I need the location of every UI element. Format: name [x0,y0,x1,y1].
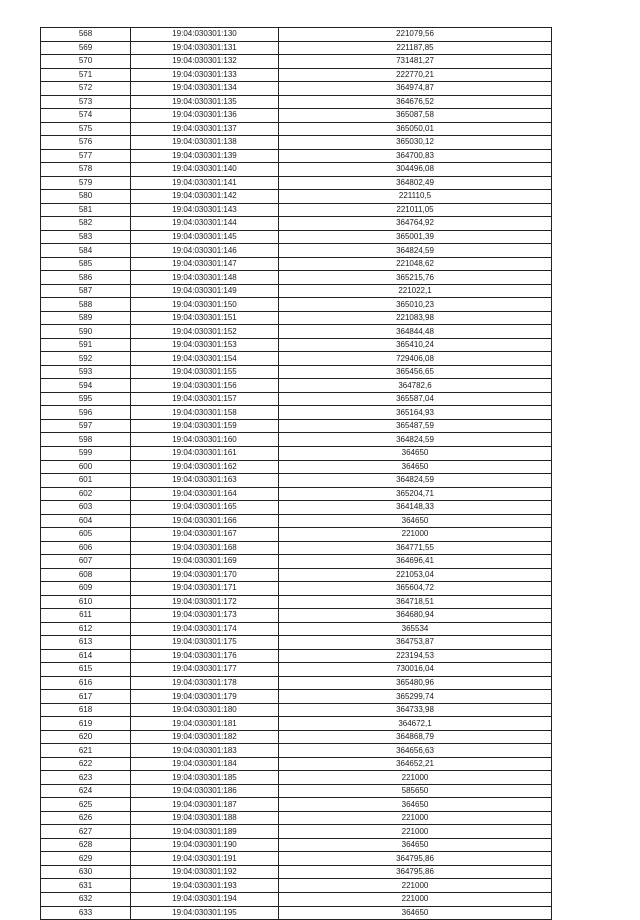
value-cell: 364700,83 [279,149,552,163]
value-cell: 365587,04 [279,392,552,406]
cadastral-number-cell: 19:04:030301:154 [131,352,279,366]
cadastral-number-cell: 19:04:030301:175 [131,636,279,650]
value-cell: 364974,87 [279,82,552,96]
value-cell: 365087,58 [279,109,552,123]
table-row [41,244,552,258]
value-cell: 365534 [279,622,552,636]
value-cell: 221000 [279,811,552,825]
row-number-cell: 580 [41,190,131,204]
cadastral-number-cell: 19:04:030301:169 [131,555,279,569]
row-number-cell: 595 [41,392,131,406]
cadastral-number-cell: 19:04:030301:152 [131,325,279,339]
value-cell: 365050,01 [279,122,552,136]
cadastral-number-cell: 19:04:030301:130 [131,28,279,42]
table-row [41,109,552,123]
cadastral-number-cell: 19:04:030301:168 [131,541,279,555]
table-row [41,338,552,352]
cadastral-number-cell: 19:04:030301:140 [131,163,279,177]
row-number-cell: 597 [41,419,131,433]
table-row [41,811,552,825]
value-cell: 364148,33 [279,501,552,515]
row-number-cell: 572 [41,82,131,96]
table-body [41,28,552,920]
cadastral-number-cell: 19:04:030301:150 [131,298,279,312]
table-row [41,298,552,312]
row-number-cell: 625 [41,798,131,812]
table-row [41,365,552,379]
table-row [41,501,552,515]
table-row [41,284,552,298]
row-number-cell: 603 [41,501,131,515]
cadastral-number-cell: 19:04:030301:163 [131,474,279,488]
cadastral-number-cell: 19:04:030301:151 [131,311,279,325]
cadastral-number-cell: 19:04:030301:172 [131,595,279,609]
row-number-cell: 623 [41,771,131,785]
value-cell: 364824,59 [279,244,552,258]
cadastral-number-cell: 19:04:030301:156 [131,379,279,393]
cadastral-number-cell: 19:04:030301:194 [131,893,279,907]
cadastral-number-cell: 19:04:030301:161 [131,446,279,460]
value-cell: 221000 [279,771,552,785]
row-number-cell: 604 [41,514,131,528]
cadastral-number-cell: 19:04:030301:195 [131,906,279,920]
value-cell: 223194,53 [279,649,552,663]
row-number-cell: 579 [41,176,131,190]
row-number-cell: 628 [41,838,131,852]
value-cell: 365456,65 [279,365,552,379]
cadastral-number-cell: 19:04:030301:162 [131,460,279,474]
table-row [41,68,552,82]
cadastral-number-cell: 19:04:030301:160 [131,433,279,447]
table-row [41,230,552,244]
table-row [41,676,552,690]
row-number-cell: 609 [41,582,131,596]
row-number-cell: 633 [41,906,131,920]
value-cell: 304496,08 [279,163,552,177]
value-cell: 364824,59 [279,474,552,488]
row-number-cell: 599 [41,446,131,460]
value-cell: 364650 [279,906,552,920]
value-cell: 364824,59 [279,433,552,447]
table-row [41,95,552,109]
value-cell: 221110,5 [279,190,552,204]
row-number-cell: 578 [41,163,131,177]
row-number-cell: 621 [41,744,131,758]
cadastral-number-cell: 19:04:030301:178 [131,676,279,690]
table-row [41,838,552,852]
table-row [41,555,552,569]
cadastral-number-cell: 19:04:030301:183 [131,744,279,758]
row-number-cell: 601 [41,474,131,488]
value-cell: 364718,51 [279,595,552,609]
row-number-cell: 573 [41,95,131,109]
cadastral-number-cell: 19:04:030301:187 [131,798,279,812]
value-cell: 365487,59 [279,419,552,433]
row-number-cell: 590 [41,325,131,339]
value-cell: 364764,92 [279,217,552,231]
row-number-cell: 592 [41,352,131,366]
table-row [41,433,552,447]
cadastral-number-cell: 19:04:030301:193 [131,879,279,893]
value-cell: 221022,1 [279,284,552,298]
table-row [41,163,552,177]
row-number-cell: 616 [41,676,131,690]
cadastral-number-cell: 19:04:030301:145 [131,230,279,244]
row-number-cell: 622 [41,757,131,771]
table-row [41,798,552,812]
value-cell: 364650 [279,446,552,460]
table-row [41,784,552,798]
row-number-cell: 618 [41,703,131,717]
value-cell: 221000 [279,825,552,839]
cadastral-number-cell: 19:04:030301:133 [131,68,279,82]
row-number-cell: 568 [41,28,131,42]
value-cell: 365030,12 [279,136,552,150]
value-cell: 221000 [279,893,552,907]
table-row [41,203,552,217]
row-number-cell: 582 [41,217,131,231]
value-cell: 365480,96 [279,676,552,690]
row-number-cell: 605 [41,528,131,542]
table-row [41,825,552,839]
cadastral-number-cell: 19:04:030301:143 [131,203,279,217]
cadastral-number-cell: 19:04:030301:173 [131,609,279,623]
cadastral-number-cell: 19:04:030301:167 [131,528,279,542]
value-cell: 364868,79 [279,730,552,744]
table-row [41,122,552,136]
cadastral-number-cell: 19:04:030301:135 [131,95,279,109]
value-cell: 221000 [279,879,552,893]
value-cell: 221011,05 [279,203,552,217]
row-number-cell: 571 [41,68,131,82]
row-number-cell: 602 [41,487,131,501]
table-row [41,28,552,42]
table-row [41,690,552,704]
value-cell: 365204,71 [279,487,552,501]
row-number-cell: 591 [41,338,131,352]
table-row [41,487,552,501]
cadastral-number-cell: 19:04:030301:136 [131,109,279,123]
cadastral-number-cell: 19:04:030301:138 [131,136,279,150]
cadastral-number-cell: 19:04:030301:181 [131,717,279,731]
table-row [41,730,552,744]
cadastral-number-cell: 19:04:030301:158 [131,406,279,420]
value-cell: 364696,41 [279,555,552,569]
cadastral-number-cell: 19:04:030301:141 [131,176,279,190]
cadastral-number-cell: 19:04:030301:157 [131,392,279,406]
table-row [41,176,552,190]
row-number-cell: 587 [41,284,131,298]
row-number-cell: 575 [41,122,131,136]
value-cell: 365299,74 [279,690,552,704]
table-row [41,771,552,785]
value-cell: 364795,86 [279,865,552,879]
row-number-cell: 615 [41,663,131,677]
value-cell: 731481,27 [279,55,552,69]
value-cell: 364782,6 [279,379,552,393]
cadastral-number-cell: 19:04:030301:186 [131,784,279,798]
row-number-cell: 617 [41,690,131,704]
value-cell: 364656,63 [279,744,552,758]
table-row [41,41,552,55]
table-row [41,703,552,717]
cadastral-number-cell: 19:04:030301:149 [131,284,279,298]
table-row [41,446,552,460]
cadastral-number-cell: 19:04:030301:176 [131,649,279,663]
table-row [41,568,552,582]
row-number-cell: 632 [41,893,131,907]
row-number-cell: 631 [41,879,131,893]
table-row [41,392,552,406]
table-row [41,893,552,907]
table-row [41,649,552,663]
cadastral-number-cell: 19:04:030301:191 [131,852,279,866]
value-cell: 221048,62 [279,257,552,271]
row-number-cell: 626 [41,811,131,825]
table-row [41,149,552,163]
value-cell: 364652,21 [279,757,552,771]
row-number-cell: 576 [41,136,131,150]
cadastral-number-cell: 19:04:030301:142 [131,190,279,204]
table-row [41,636,552,650]
row-number-cell: 627 [41,825,131,839]
row-number-cell: 610 [41,595,131,609]
table-row [41,474,552,488]
cadastral-number-cell: 19:04:030301:192 [131,865,279,879]
row-number-cell: 569 [41,41,131,55]
cadastral-number-cell: 19:04:030301:146 [131,244,279,258]
row-number-cell: 611 [41,609,131,623]
cadastral-number-cell: 19:04:030301:137 [131,122,279,136]
value-cell: 221083,98 [279,311,552,325]
value-cell: 364676,52 [279,95,552,109]
table-row [41,879,552,893]
cadastral-number-cell: 19:04:030301:159 [131,419,279,433]
cadastral-number-cell: 19:04:030301:174 [131,622,279,636]
value-cell: 364650 [279,838,552,852]
value-cell: 221079,56 [279,28,552,42]
table-row [41,311,552,325]
value-cell: 364672,1 [279,717,552,731]
row-number-cell: 584 [41,244,131,258]
row-number-cell: 606 [41,541,131,555]
table-row [41,379,552,393]
value-cell: 221000 [279,528,552,542]
value-cell: 365215,76 [279,271,552,285]
row-number-cell: 574 [41,109,131,123]
table-row [41,271,552,285]
value-cell: 365001,39 [279,230,552,244]
row-number-cell: 577 [41,149,131,163]
value-cell: 585650 [279,784,552,798]
value-cell: 364650 [279,460,552,474]
table-row [41,865,552,879]
value-cell: 222770,21 [279,68,552,82]
table-row [41,906,552,920]
table-row [41,325,552,339]
cadastral-number-cell: 19:04:030301:171 [131,582,279,596]
cadastral-number-cell: 19:04:030301:148 [131,271,279,285]
table-row [41,528,552,542]
row-number-cell: 614 [41,649,131,663]
table-row [41,190,552,204]
row-number-cell: 607 [41,555,131,569]
table-row [41,82,552,96]
value-cell: 221053,04 [279,568,552,582]
value-cell: 364771,55 [279,541,552,555]
cadastral-number-cell: 19:04:030301:144 [131,217,279,231]
row-number-cell: 624 [41,784,131,798]
value-cell: 365164,93 [279,406,552,420]
table-row [41,595,552,609]
value-cell: 221187,85 [279,41,552,55]
table-row [41,541,552,555]
row-number-cell: 608 [41,568,131,582]
value-cell: 729406,08 [279,352,552,366]
cadastral-number-cell: 19:04:030301:164 [131,487,279,501]
value-cell: 365010,23 [279,298,552,312]
row-number-cell: 583 [41,230,131,244]
row-number-cell: 619 [41,717,131,731]
table-row [41,757,552,771]
value-cell: 364753,87 [279,636,552,650]
table-row [41,582,552,596]
table-row [41,136,552,150]
table-row [41,460,552,474]
table-row [41,622,552,636]
value-cell: 730016,04 [279,663,552,677]
row-number-cell: 600 [41,460,131,474]
cadastral-number-cell: 19:04:030301:170 [131,568,279,582]
cadastral-number-cell: 19:04:030301:189 [131,825,279,839]
table-row [41,717,552,731]
row-number-cell: 594 [41,379,131,393]
table-row [41,609,552,623]
cadastral-number-cell: 19:04:030301:185 [131,771,279,785]
cadastral-number-cell: 19:04:030301:182 [131,730,279,744]
row-number-cell: 596 [41,406,131,420]
cadastral-value-table [40,27,552,920]
value-cell: 364802,49 [279,176,552,190]
table-row [41,744,552,758]
table-row [41,852,552,866]
cadastral-number-cell: 19:04:030301:166 [131,514,279,528]
table-row [41,257,552,271]
cadastral-number-cell: 19:04:030301:153 [131,338,279,352]
cadastral-number-cell: 19:04:030301:155 [131,365,279,379]
table-row [41,419,552,433]
row-number-cell: 589 [41,311,131,325]
table-row [41,406,552,420]
row-number-cell: 613 [41,636,131,650]
cadastral-number-cell: 19:04:030301:190 [131,838,279,852]
value-cell: 364844,48 [279,325,552,339]
value-cell: 364680,94 [279,609,552,623]
cadastral-number-cell: 19:04:030301:131 [131,41,279,55]
table-row [41,352,552,366]
row-number-cell: 598 [41,433,131,447]
cadastral-number-cell: 19:04:030301:134 [131,82,279,96]
row-number-cell: 585 [41,257,131,271]
table-row [41,663,552,677]
row-number-cell: 581 [41,203,131,217]
cadastral-number-cell: 19:04:030301:180 [131,703,279,717]
row-number-cell: 612 [41,622,131,636]
table-row [41,217,552,231]
cadastral-number-cell: 19:04:030301:132 [131,55,279,69]
row-number-cell: 620 [41,730,131,744]
cadastral-number-cell: 19:04:030301:147 [131,257,279,271]
cadastral-number-cell: 19:04:030301:139 [131,149,279,163]
cadastral-number-cell: 19:04:030301:177 [131,663,279,677]
row-number-cell: 570 [41,55,131,69]
cadastral-number-cell: 19:04:030301:165 [131,501,279,515]
value-cell: 365410,24 [279,338,552,352]
row-number-cell: 593 [41,365,131,379]
value-cell: 364795,86 [279,852,552,866]
row-number-cell: 630 [41,865,131,879]
value-cell: 365604,72 [279,582,552,596]
table-row [41,55,552,69]
value-cell: 364733,98 [279,703,552,717]
cadastral-number-cell: 19:04:030301:184 [131,757,279,771]
row-number-cell: 629 [41,852,131,866]
row-number-cell: 588 [41,298,131,312]
table-row [41,514,552,528]
cadastral-number-cell: 19:04:030301:179 [131,690,279,704]
value-cell: 364650 [279,514,552,528]
value-cell: 364650 [279,798,552,812]
row-number-cell: 586 [41,271,131,285]
cadastral-number-cell: 19:04:030301:188 [131,811,279,825]
